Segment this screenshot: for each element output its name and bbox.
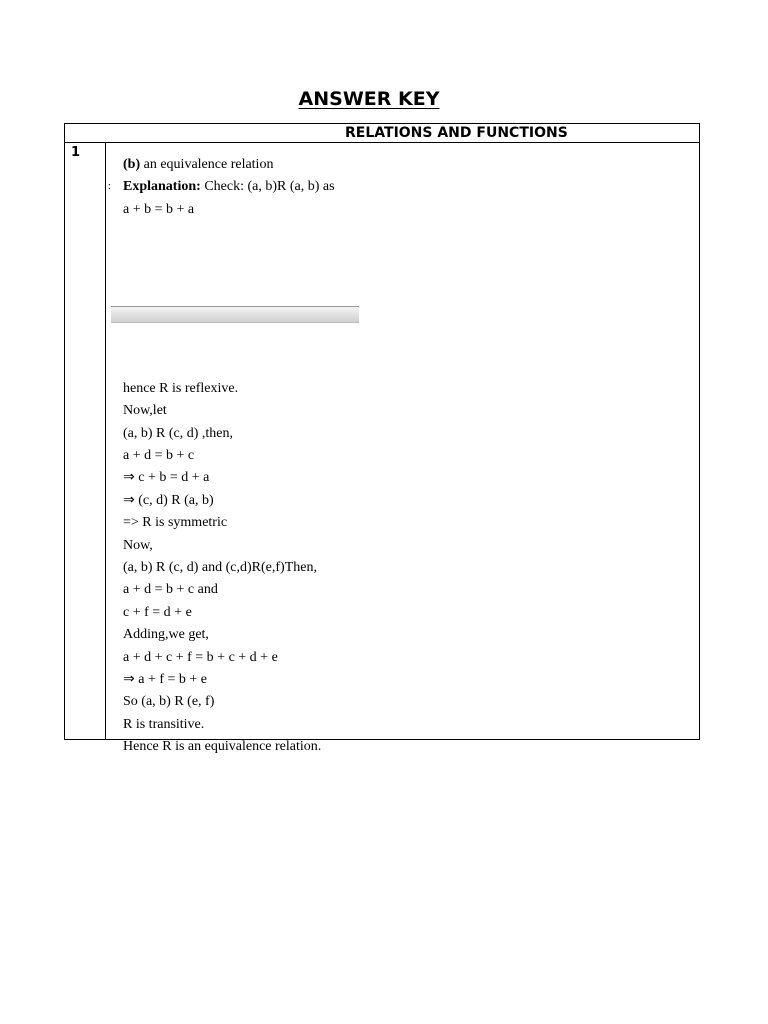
answer-line: R is transitive. [123, 716, 205, 732]
answer-line: hence R is reflexive. [123, 380, 239, 396]
section-title: RELATIONS AND FUNCTIONS [345, 125, 568, 141]
answer-line: a + d = b + c and [123, 582, 218, 598]
section-header-row [65, 124, 699, 143]
answer-content [123, 154, 363, 759]
answer-line: ⇒ c + b = d + a [123, 470, 210, 486]
answer-key-title: ANSWER KEY [298, 88, 440, 110]
answer-line: So (a, b) R (e, f) [123, 694, 215, 710]
explanation-line [123, 176, 363, 198]
answer-line: a + d = b + c [123, 448, 195, 464]
answer-line: Hence R is an equivalence relation. [123, 739, 322, 755]
answer-line: Adding,we get, [123, 627, 209, 643]
answer-line: a + b = b + a [123, 201, 195, 217]
answer-line: Now,let [123, 403, 167, 419]
answer-line: ⇒ (c, d) R (a, b) [123, 492, 214, 508]
column-divider [105, 143, 106, 739]
explanation-label: Explanation: [123, 179, 201, 195]
question-number: 1 [71, 145, 81, 160]
answer-line: (a, b) R (c, d) ,then, [123, 425, 234, 441]
answer-line: Now, [123, 537, 153, 553]
option-text: an equivalence relation [140, 157, 274, 172]
answer-table [64, 123, 700, 755]
answer-line: (a, b) R (c, d) and (c,d)R(e,f)Then, [123, 560, 317, 576]
explanation-text: Check: (a, b)R (a, b) as [200, 179, 335, 195]
margin-mark: : [108, 181, 111, 192]
answer-line: a + d + c + f = b + c + d + e [123, 649, 278, 665]
option-label: (b) [123, 157, 141, 172]
answer-line: => R is symmetric [123, 515, 228, 531]
horizontal-scrollbar[interactable] [111, 306, 359, 323]
answer-line: c + f = d + e [123, 604, 192, 620]
answer-option-line [123, 154, 363, 176]
answer-line: ⇒ a + f = b + e [123, 671, 208, 687]
